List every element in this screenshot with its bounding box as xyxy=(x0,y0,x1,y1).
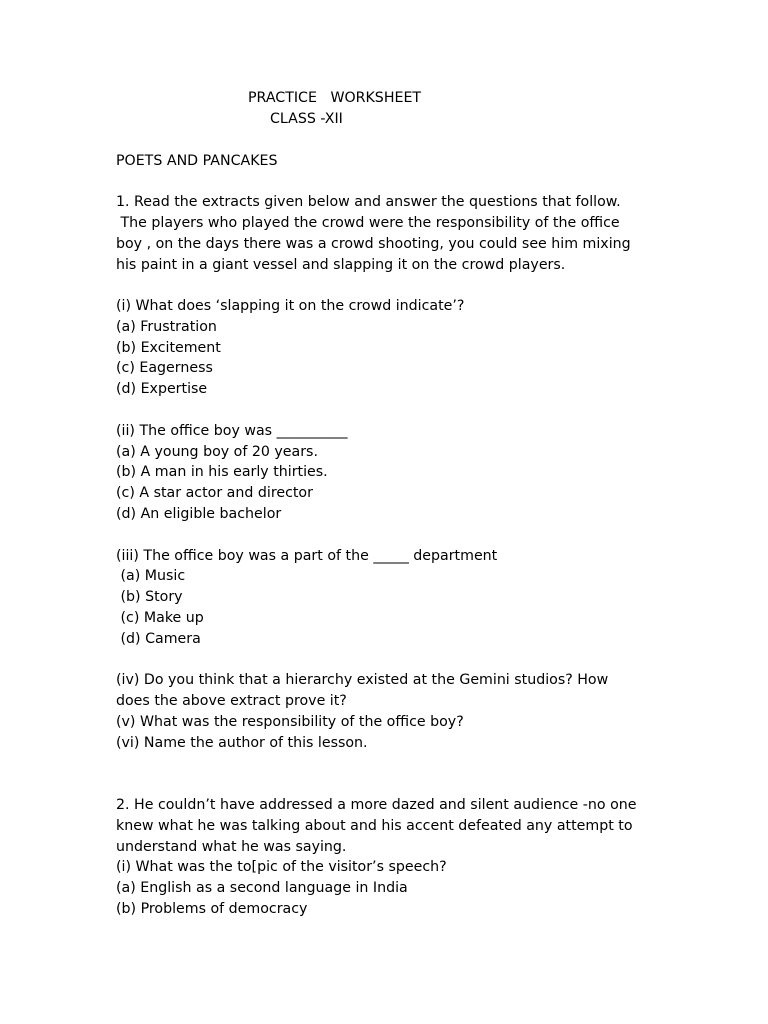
q1-iii-option: (b) Story xyxy=(116,589,183,605)
q1-ii-option: (c) A star actor and director xyxy=(116,485,313,501)
q1-extract-line: The players who played the crowd were the responsibility of the office xyxy=(116,215,620,231)
class-label: CLASS -XII xyxy=(270,111,343,127)
q1-extract-line: his paint in a giant vessel and slapping it on the crowd players. xyxy=(116,257,566,273)
q1-iv-question-cont: does the above extract prove it? xyxy=(116,693,347,709)
chapter-title: POETS AND PANCAKES xyxy=(116,153,278,169)
q1-ii-question: (ii) The office boy was __________ xyxy=(116,423,348,439)
q1-extract-line: boy , on the days there was a crowd shooting, you could see him mixing xyxy=(116,236,631,252)
q1-i-question: (i) What does ‘slapping it on the crowd indicate’? xyxy=(116,298,465,314)
q1-vi-question: (vi) Name the author of this lesson. xyxy=(116,735,368,751)
q1-ii-option: (a) A young boy of 20 years. xyxy=(116,444,318,460)
q1-iii-option: (a) Music xyxy=(116,568,186,584)
q1-v-question: (v) What was the responsibility of the office boy? xyxy=(116,714,464,730)
q2-extract-line: 2. He couldn’t have addressed a more dazed and silent audience -no one xyxy=(116,797,637,813)
q1-ii-option: (b) A man in his early thirties. xyxy=(116,464,328,480)
q2-i-question: (i) What was the to[pic of the visitor’s speech? xyxy=(116,859,447,875)
q1-iii-option: (c) Make up xyxy=(116,610,204,626)
q1-iii-option: (d) Camera xyxy=(116,631,201,647)
q2-extract-line: knew what he was talking about and his accent defeated any attempt to xyxy=(116,818,633,834)
q1-i-option: (c) Eagerness xyxy=(116,360,213,376)
q1-instruction: 1. Read the extracts given below and answer the questions that follow. xyxy=(116,194,621,210)
q1-i-option: (a) Frustration xyxy=(116,319,217,335)
q1-i-option: (b) Excitement xyxy=(116,340,221,356)
q1-i-option: (d) Expertise xyxy=(116,381,208,397)
q2-extract-line: understand what he was saying. xyxy=(116,839,347,855)
q2-i-option: (a) English as a second language in India xyxy=(116,880,408,896)
q1-iii-question: (iii) The office boy was a part of the _____ department xyxy=(116,548,498,564)
q1-ii-option: (d) An eligible bachelor xyxy=(116,506,282,522)
worksheet-title: PRACTICE WORKSHEET xyxy=(248,90,422,106)
q2-i-option: (b) Problems of democracy xyxy=(116,901,308,917)
q1-iv-question: (iv) Do you think that a hierarchy existed at the Gemini studios? How xyxy=(116,672,609,688)
